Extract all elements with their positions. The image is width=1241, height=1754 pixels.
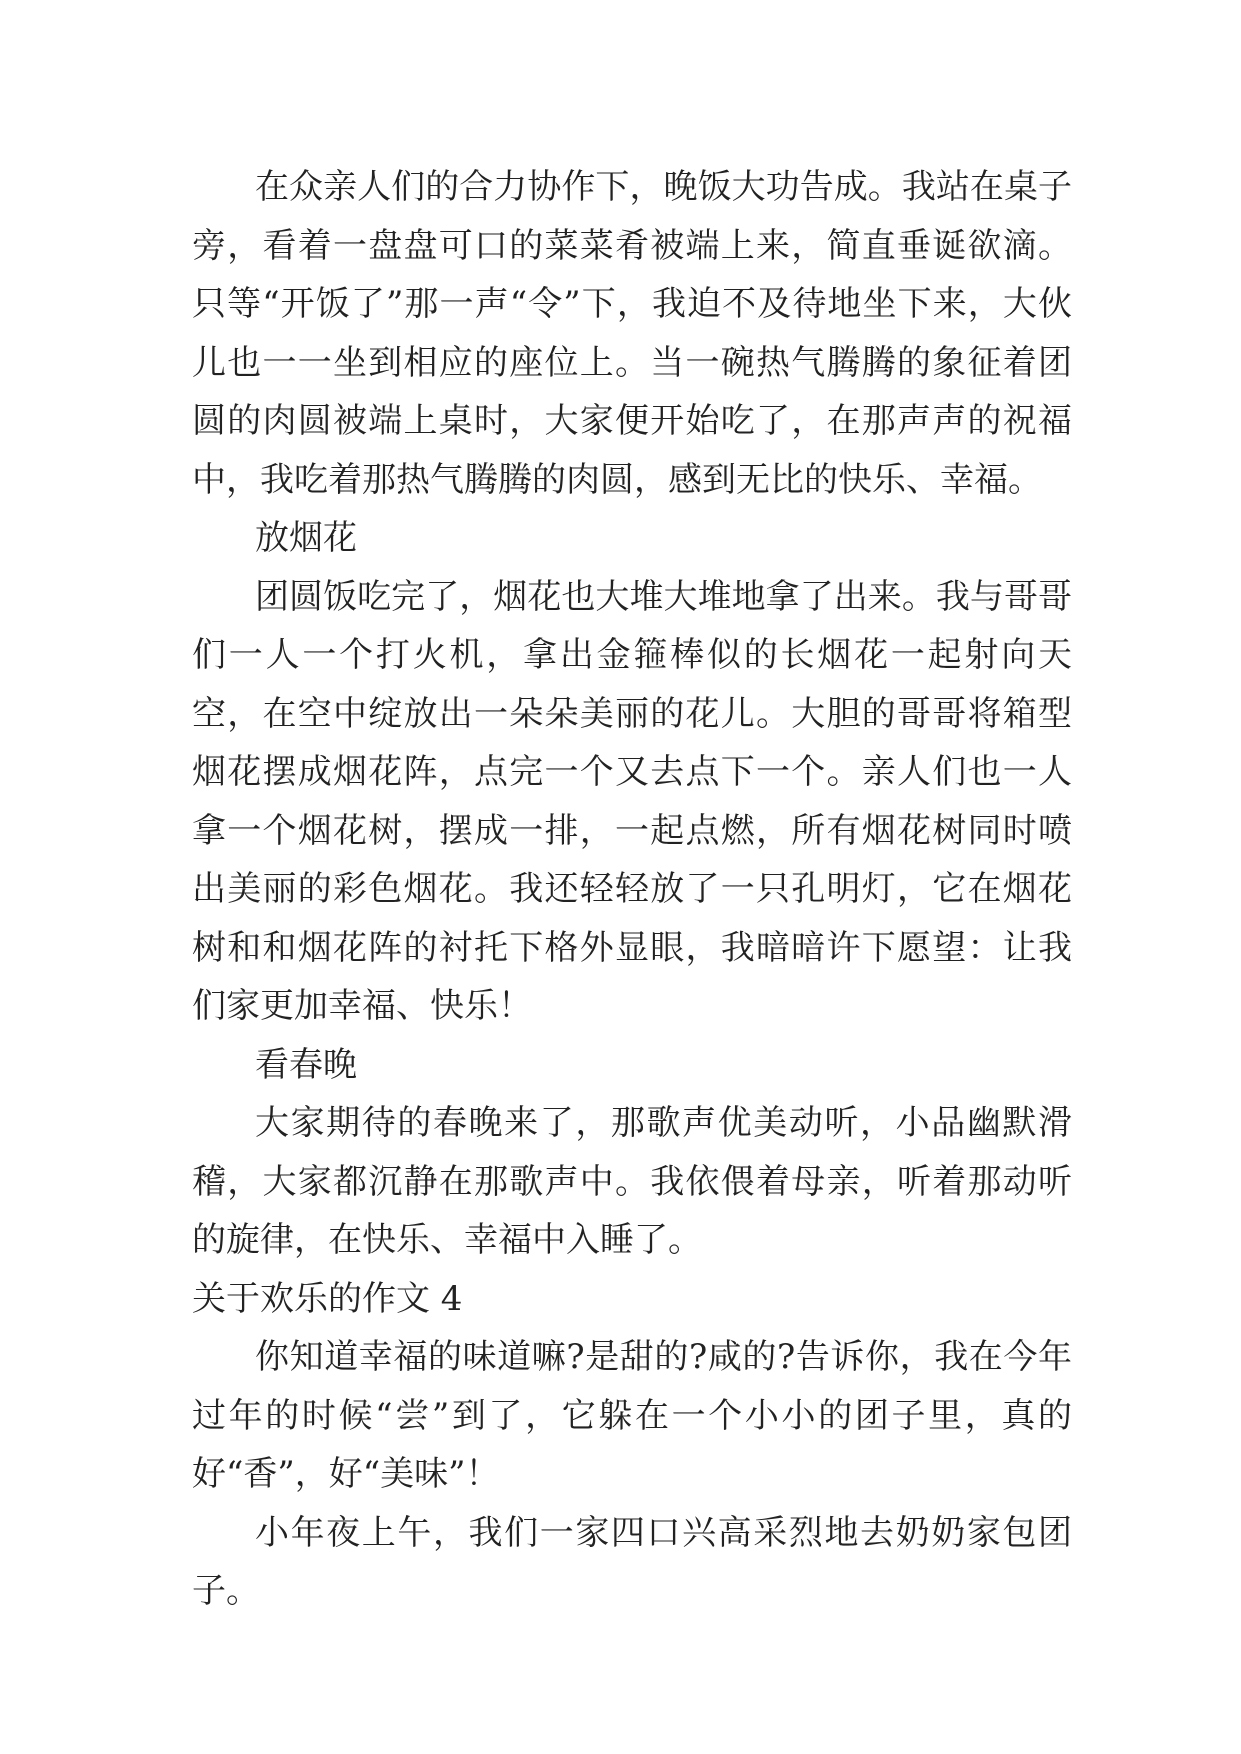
paragraph-happiness-taste: 你知道幸福的味道嘛?是甜的?咸的?告诉你，我在今年过年的时候“尝”到了，它躲在一个小小的团子里，真的好“香”，好“美味”！ bbox=[192, 1337, 1072, 1494]
subheading-spring-gala: 看春晚 bbox=[255, 1044, 357, 1085]
document-body bbox=[192, 158, 1072, 1621]
paragraph-spring-gala: 大家期待的春晚来了，那歌声优美动听，小品幽默滑稽，大家都沉静在那歌声中。我依偎着母亲，听着那动听的旋律，在快乐、幸福中入睡了。 bbox=[192, 1103, 1072, 1260]
paragraph-fireworks: 团圆饭吃完了，烟花也大堆大堆地拿了出来。我与哥哥们一人一个打火机，拿出金箍棒似的长烟花一起射向天空，在空中绽放出一朵朵美丽的花儿。大胆的哥哥将箱型烟花摆成烟花阵，点完一个又去点下一个。亲人们也一人拿一个烟花树，摆成一排，一起点燃，所有烟花树同时喷出美丽的彩色烟花。我还轻轻放了一只孔明灯，它在烟花树和和烟花阵的衬托下格外显眼，我暗暗许下愿望：让我们家更加幸福、快乐！ bbox=[192, 576, 1072, 1026]
subheading-fireworks: 放烟花 bbox=[255, 518, 357, 558]
paragraph-dinner: 在众亲人们的合力协作下，晚饭大功告成。我站在桌子旁，看着一盘盘可口的菜菜肴被端上来，简直垂诞欲滴。只等“开饭了”那一声“令”下，我迫不及待地坐下来，大伙儿也一一坐到相应的座位上。当一碗热气腾腾的象征着团圆的肉圆被端上桌时，大家便开始吃了，在那声声的祝福中，我吃着那热气腾腾的肉圆，感到无比的快乐、幸福。 bbox=[192, 167, 1072, 500]
essay-title: 关于欢乐的作文 4 bbox=[192, 1278, 463, 1319]
paragraph-little-new-year: 小年夜上午，我们一家四口兴高采烈地去奶奶家包团子。 bbox=[192, 1512, 1072, 1611]
